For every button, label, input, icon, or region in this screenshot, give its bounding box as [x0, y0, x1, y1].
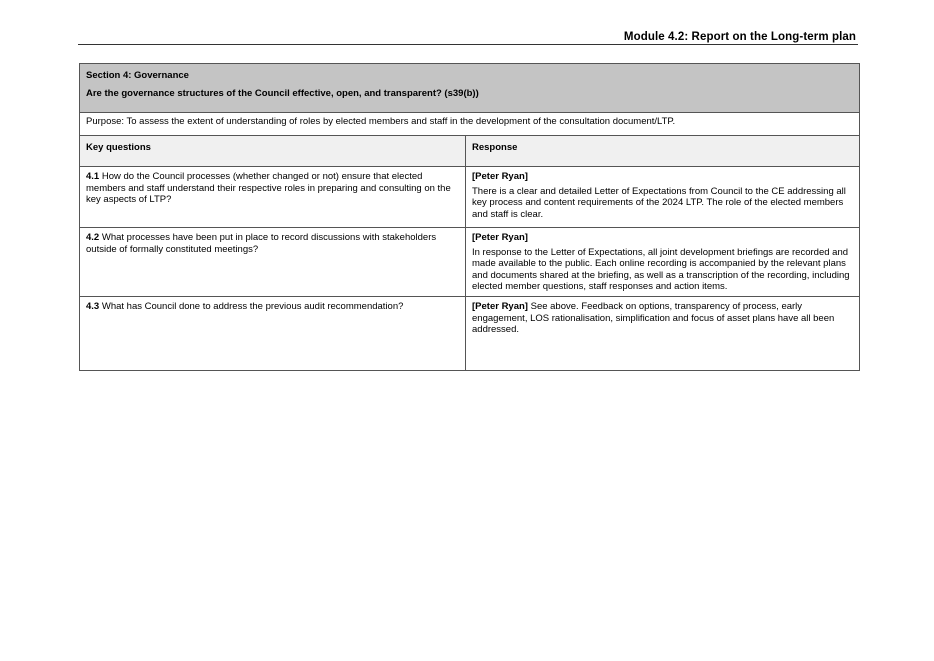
- governance-table: [79, 63, 860, 371]
- module-title: Module 4.2: Report on the Long-term plan: [623, 31, 856, 43]
- respondent-name: [Peter Ryan]: [472, 232, 528, 243]
- question-text: How do the Council processes (whether changed or not) ensure that elected members and staff understand their respective roles in preparing and consulting on the key aspects of LTP?: [86, 171, 451, 206]
- purpose-text: Purpose: To assess the extent of understanding of roles by elected members and staff in the development of the consultation document/LTP.: [80, 113, 860, 136]
- respondent-name: [Peter Ryan]: [472, 301, 528, 312]
- section-title: Section 4: Governance: [86, 70, 189, 81]
- respondent-name: [Peter Ryan]: [472, 171, 528, 182]
- question-cell: [80, 167, 466, 228]
- response-text: See above. Feedback on options, transparency of process, early engagement, LOS rationalisation, simplification and focus of asset plans have all been addressed.: [472, 301, 835, 336]
- section-header-row: [80, 64, 860, 113]
- purpose-row: [80, 113, 860, 136]
- section-header-cell: [80, 64, 860, 113]
- question-number: 4.3: [86, 301, 100, 312]
- page-header: [78, 30, 858, 45]
- response-text: There is a clear and detailed Letter of Expectations from Council to the CE addressing all key process and content requirements of the 2024 LTP. The role of the elected members and staff is clear.: [472, 185, 846, 220]
- question-number: 4.2: [86, 232, 100, 243]
- key-questions-header: Key questions: [80, 136, 466, 167]
- question-text: What processes have been put in place to record discussions with stakeholders outside of formally constituted meetings?: [86, 232, 437, 255]
- column-header-row: [80, 136, 860, 167]
- question-cell: [80, 228, 466, 297]
- table-row: [80, 297, 860, 371]
- section-question: Are the governance structures of the Council effective, open, and transparent? (s39(b)): [86, 87, 479, 99]
- question-number: 4.1: [86, 171, 100, 182]
- response-header: Response: [466, 136, 860, 167]
- response-text: In response to the Letter of Expectations, all joint development briefings are recorded and made available to the public. Each online recording is accompanied by the relevant plans and documents shared at the briefing, as well as a transcription of the recording, including elected member questions, staff responses and action items.: [472, 246, 850, 293]
- question-text: What has Council done to address the previous audit recommendation?: [101, 301, 404, 312]
- response-cell: [466, 297, 860, 371]
- table-row: [80, 167, 860, 228]
- table-row: [80, 228, 860, 297]
- question-cell: [80, 297, 466, 371]
- response-cell: [466, 167, 860, 228]
- response-cell: [466, 228, 860, 297]
